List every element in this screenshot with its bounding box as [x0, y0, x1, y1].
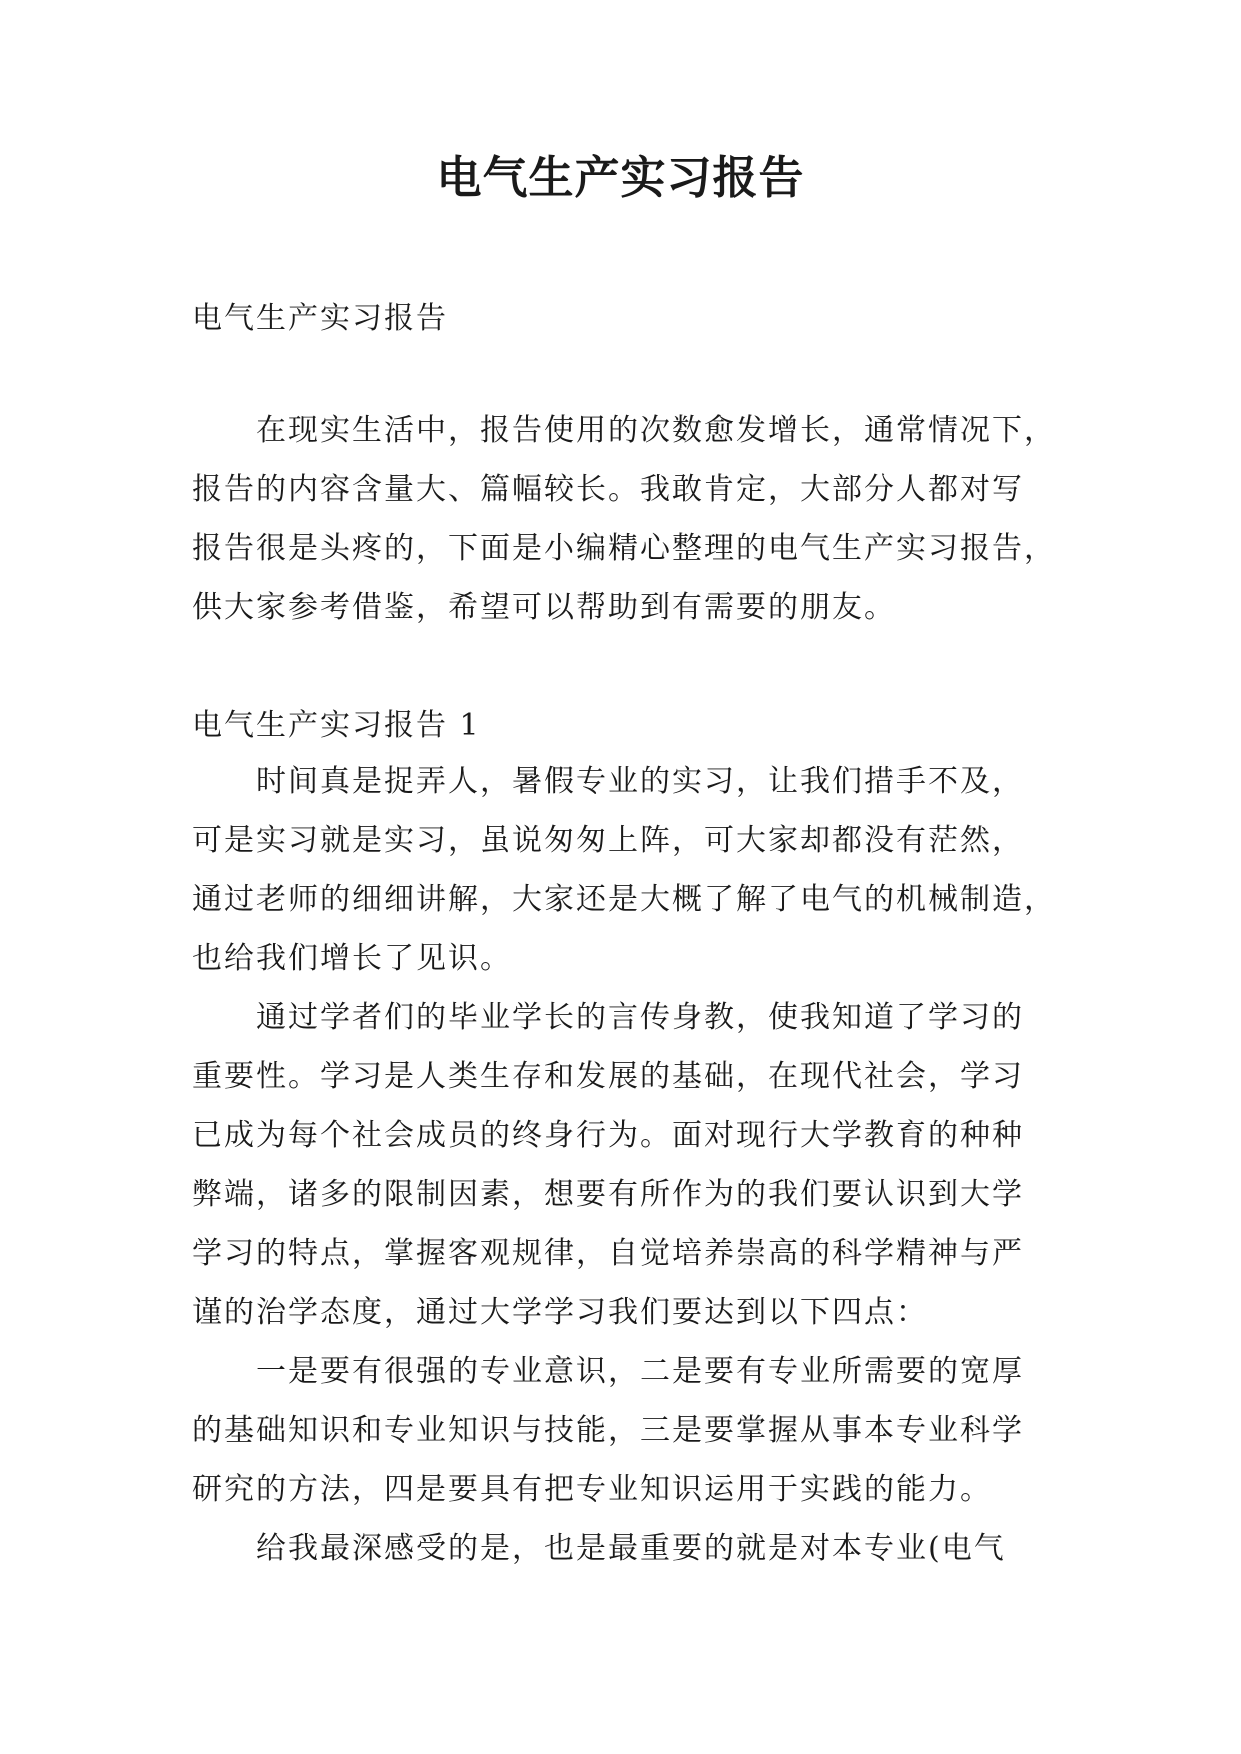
intro-paragraph [192, 401, 1060, 637]
body-paragraph [192, 1519, 1060, 1578]
report-body [192, 752, 1060, 1578]
paragraph-line: 重要性。学习是人类生存和发展的基础，在现代社会，学习 [192, 1059, 1024, 1094]
paragraph-line: 时间真是捉弄人，暑假专业的实习，让我们措手不及， [256, 764, 1024, 799]
paragraph-line: 通过老师的细细讲解，大家还是大概了解了电气的机械制造， [192, 882, 1056, 917]
paragraph-line: 研究的方法，四是要具有把专业知识运用于实践的能力。 [192, 1472, 992, 1507]
paragraph-line: 的基础知识和专业知识与技能，三是要掌握从事本专业科学 [192, 1413, 1024, 1448]
intro-line: 报告很是头疼的，下面是小编精心整理的电气生产实习报告， [192, 531, 1056, 566]
paragraph-line: 可是实习就是实习，虽说匆匆上阵，可大家却都没有茫然， [192, 823, 1024, 858]
document-title: 电气生产实习报告 [436, 151, 805, 204]
intro-line: 在现实生活中，报告使用的次数愈发增长，通常情况下， [256, 413, 1056, 448]
body-paragraph [192, 1342, 1060, 1519]
body-paragraph [192, 752, 1060, 988]
paragraph-line: 学习的特点，掌握客观规律，自觉培养崇高的科学精神与严 [192, 1236, 1024, 1271]
intro-text [192, 401, 1060, 637]
paragraph-line: 弊端，诸多的限制因素，想要有所作为的我们要认识到大学 [192, 1177, 1024, 1212]
paragraph-line: 通过学者们的毕业学长的言传身教，使我知道了学习的 [256, 1000, 1024, 1035]
intro-line: 报告的内容含量大、篇幅较长。我敢肯定，大部分人都对写 [192, 472, 1024, 507]
paragraph-line: 已成为每个社会成员的终身行为。面对现行大学教育的种种 [192, 1118, 1024, 1153]
document-subtitle: 电气生产实习报告 [192, 301, 448, 336]
paragraph-line: 给我最深感受的是，也是最重要的就是对本专业(电气 [256, 1531, 1006, 1566]
paragraph-line: 也给我们增长了见识。 [192, 941, 512, 976]
body-paragraph [192, 988, 1060, 1342]
report-section-heading: 电气生产实习报告 1 [192, 708, 481, 743]
paragraph-line: 一是要有很强的专业意识，二是要有专业所需要的宽厚 [256, 1354, 1024, 1389]
paragraph-line: 谨的治学态度，通过大学学习我们要达到以下四点： [192, 1295, 928, 1330]
intro-line: 供大家参考借鉴，希望可以帮助到有需要的朋友。 [192, 590, 896, 625]
